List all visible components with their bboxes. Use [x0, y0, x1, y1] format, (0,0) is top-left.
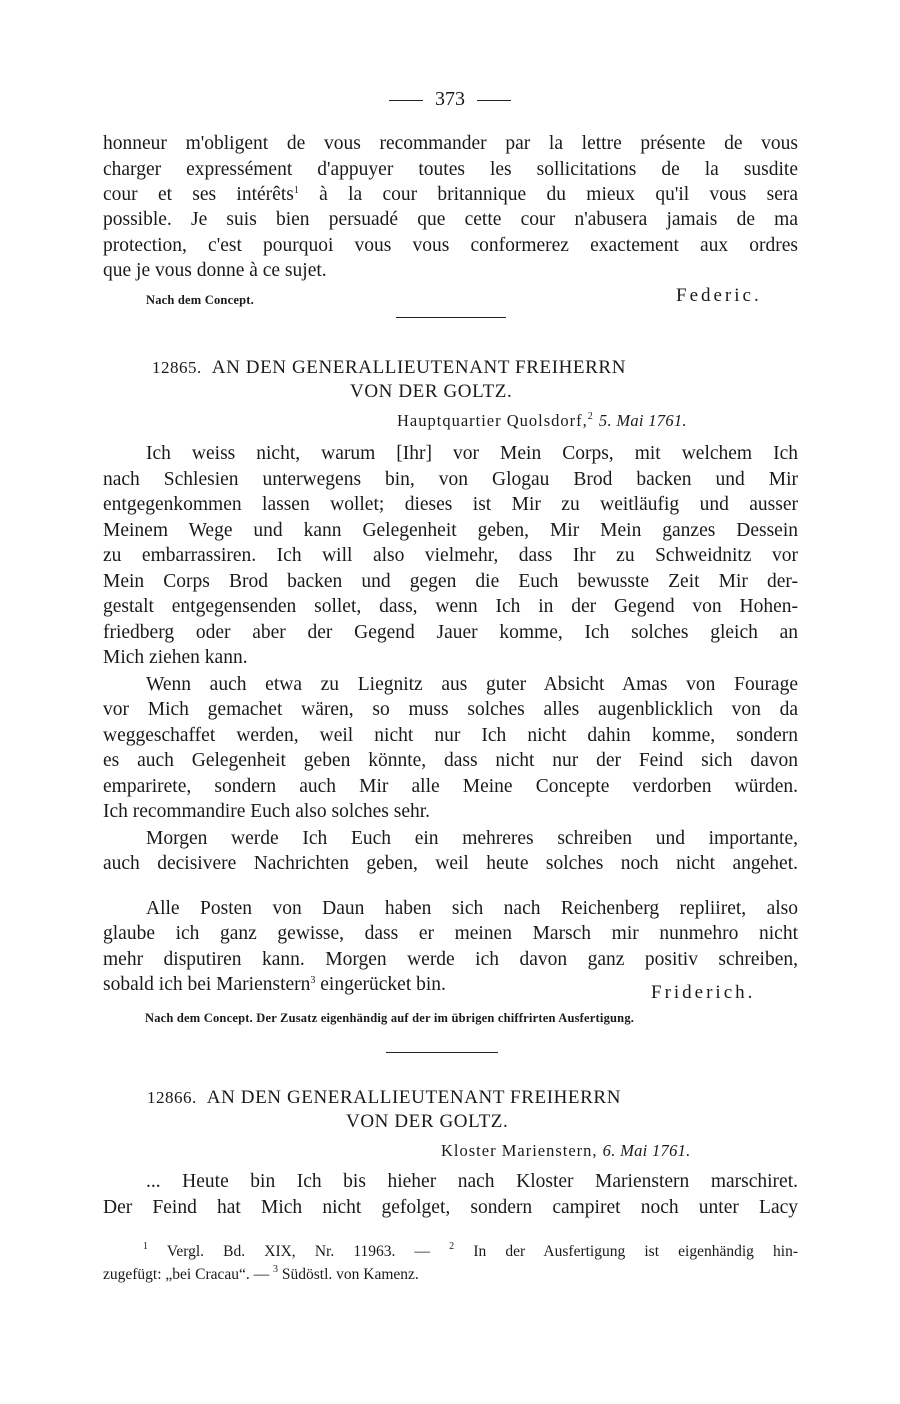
postscript-line: mehr disputiren kann. Morgen werde ich davon ganz positiv schreiben, — [103, 949, 798, 970]
body-line: es auch Gelegenheit geben könnte, dass nicht nur der Feind sich davon — [103, 750, 798, 771]
opening-line-part: cour et ses intérêts — [103, 184, 294, 205]
page-number-left-dash — [389, 100, 423, 101]
body-line: Ich recommandire Euch also solches sehr. — [103, 801, 431, 822]
dateline — [441, 1141, 691, 1161]
page-number-text: 373 — [435, 88, 465, 110]
section-divider — [396, 317, 506, 318]
source-note: Nach dem Concept. Der Zusatz eigenhändig auf der im übrigen chiffrirten Ausfertigung. — [145, 1011, 635, 1025]
footnote-text: Vergl. Bd. XIX, Nr. 11963. — — [166, 1243, 431, 1260]
letter-heading-line2: VON DER GOLTZ. — [350, 381, 513, 402]
body-line: nach Schlesien unterwegens bin, von Glogau Brod backen und Mir — [103, 469, 798, 490]
footnote-entry — [449, 1243, 798, 1260]
body-line: Wenn auch etwa zu Liegnitz aus guter Absicht Amas von Fourage — [146, 674, 798, 695]
footnote-mark: 2 — [449, 1241, 455, 1252]
opening-line-part: à la cour britannique du mieux qu'il vous sera — [319, 184, 798, 205]
dateline-place: Hauptquartier Quolsdorf, — [397, 411, 588, 430]
letter-heading — [152, 357, 626, 379]
opening-line: charger expressément d'appuyer toutes les sollicitations de la susdite — [103, 159, 798, 180]
postscript-line: glaube ich ganz gewisse, dass er meinen Marsch mir nunmehro nicht — [103, 923, 798, 944]
footnote-text: In der Ausfertigung ist eigenhändig hin- — [473, 1243, 798, 1260]
footnote-entry — [103, 1243, 430, 1260]
opening-line — [103, 182, 798, 207]
dateline — [397, 411, 687, 431]
body-line: Mich ziehen kann. — [103, 647, 248, 668]
body-line: zu embarrassiren. Ich will also vielmehr, dass Ihr zu Schweidnitz vor — [103, 545, 798, 566]
section-divider — [386, 1052, 498, 1053]
opening-line: que je vous donne à ce sujet. — [103, 260, 327, 281]
dateline-date: 5. Mai 1761. — [598, 411, 687, 430]
letter-recipient: AN DEN GENERALLIEUTENANT FREIHERRN — [211, 357, 627, 378]
signature: Federic. — [676, 285, 762, 306]
body-line: Der Feind hat Mich nicht gefolget, sondern campiret noch unter Lacy — [103, 1197, 798, 1218]
footnote-text: zugefügt: „bei Cracau“. — — [103, 1266, 270, 1283]
body-line: friedberg oder aber der Gegend Jauer komme, Ich solches gleich an — [103, 622, 798, 643]
postscript-line-part: eingerücket bin. — [320, 974, 446, 995]
dateline-place: Kloster Marienstern, — [441, 1141, 598, 1160]
page-number — [0, 88, 900, 111]
footnote-mark: 3 — [310, 975, 316, 986]
body-line: Ich weiss nicht, warum [Ihr] vor Mein Corps, mit welchem Ich — [146, 443, 798, 464]
dateline-date: 6. Mai 1761. — [602, 1141, 691, 1160]
opening-line: honneur m'obligent de vous recommander par la lettre présente de vous — [103, 133, 798, 154]
page-number-right-dash — [477, 100, 511, 101]
body-line: ... Heute bin Ich bis hieher nach Kloster Marienstern marschiret. — [146, 1171, 798, 1192]
body-line: weggeschaffet werden, weil nicht nur Ich nicht dahin komme, sondern — [103, 725, 798, 746]
body-line: auch decisivere Nachrichten geben, weil heute solches noch nicht angehet. — [103, 853, 798, 874]
footnote-mark: 1 — [293, 185, 299, 196]
footnote-mark: 1 — [143, 1241, 148, 1252]
footnote-mark: 3 — [273, 1264, 278, 1275]
body-line: entgegenkommen lassen wollet; dieses ist Mir zu weitläufig und ausser — [103, 494, 798, 515]
letter-heading-line2: VON DER GOLTZ. — [346, 1111, 509, 1132]
footnote-line — [103, 1264, 798, 1286]
body-line: Mein Corps Brod backen und gegen die Euch bewusste Zeit Mir der- — [103, 571, 798, 592]
postscript-line: Alle Posten von Daun haben sich nach Reichenberg repliiret, also — [146, 898, 798, 919]
footnote-text: Südöstl. von Kamenz. — [281, 1266, 419, 1283]
body-line: emparirete, sondern auch Mir alle Meine Concepte verdorben würden. — [103, 776, 798, 797]
body-line: gestalt entgegensenden sollet, dass, wenn Ich in der Gegend von Hohen- — [103, 596, 798, 617]
letter-recipient: AN DEN GENERALLIEUTENANT FREIHERRN — [206, 1087, 622, 1108]
body-line: vor Mich gemachet wären, so muss solches alles augenblicklich von da — [103, 699, 798, 720]
footnote-line — [103, 1241, 798, 1263]
opening-line: protection, c'est pourquoi vous vous conformerez exactement aux ordres — [103, 235, 798, 256]
letter-heading — [147, 1087, 621, 1109]
letter-number: 12865. — [152, 358, 202, 377]
letter-number: 12866. — [147, 1088, 197, 1107]
source-note: Nach dem Concept. — [146, 293, 254, 307]
body-line: Morgen werde Ich Euch ein mehreres schreiben und importante, — [146, 828, 798, 849]
body-line: Meinem Wege und kann Gelegenheit geben, Mir Mein ganzes Dessein — [103, 520, 798, 541]
postscript-line-part: sobald ich bei Marienstern — [103, 974, 311, 995]
footnote-mark: 2 — [587, 411, 594, 422]
opening-line: possible. Je suis bien persuadé que cette cour n'abusera jamais de ma — [103, 209, 798, 230]
signature: Friderich. — [651, 982, 756, 1003]
